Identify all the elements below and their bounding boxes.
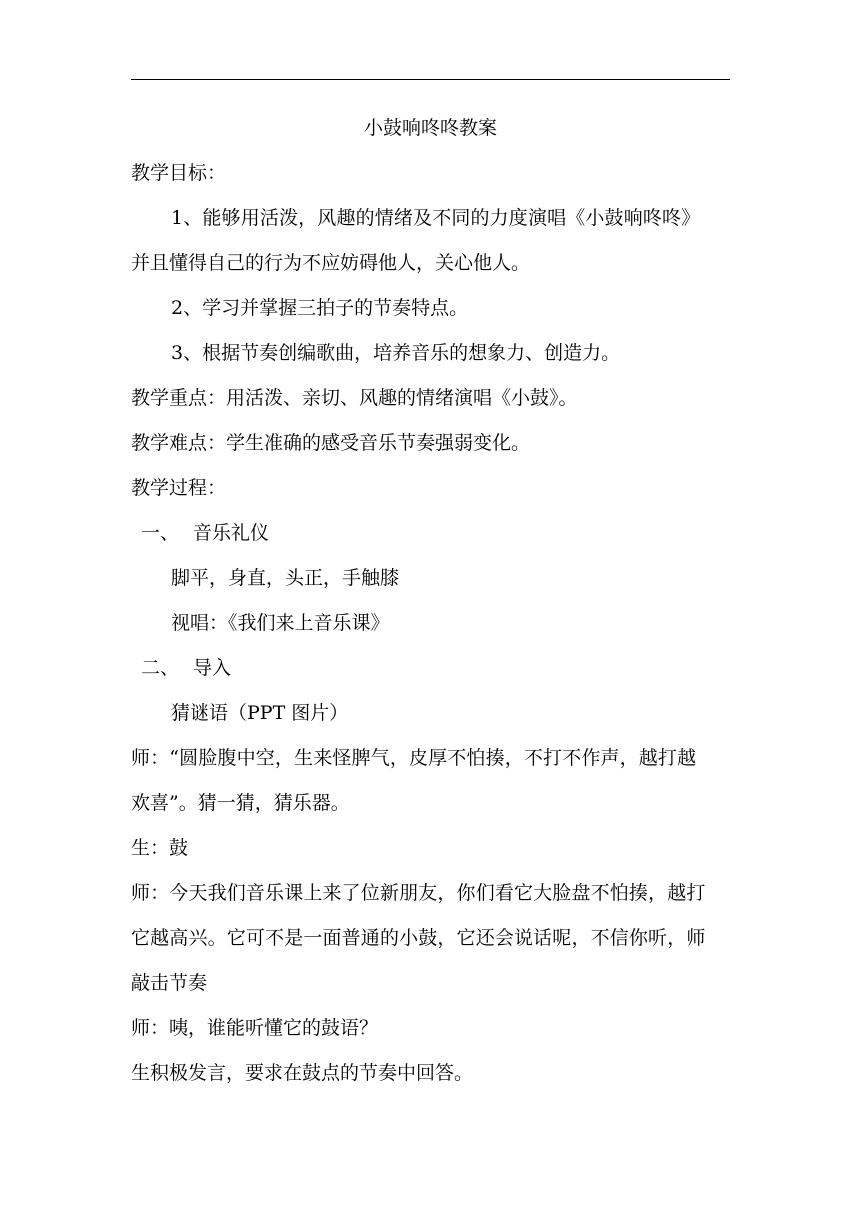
objective-1: 1、能够用活泼，风趣的情绪及不同的力度演唱《小鼓响咚咚》 [171,207,701,229]
section-2-heading [131,646,730,691]
section-1-number: 一、 [141,522,180,544]
section-2-line-9: 生积极发言，要求在鼓点的节奏中回答。 [131,1062,474,1084]
section-2-line-3: 欢喜”。猜一猜，猜乐器。 [131,792,350,814]
section-2-line-7: 敲击节奏 [131,972,208,994]
key-points: 教学重点：用活泼、亲切、风趣的情绪演唱《小鼓》。 [131,387,578,409]
section-2-line-6: 它越高兴。它可不是一面普通的小鼓，它还会说话呢，不信你听，师 [131,927,706,949]
document-title: 小鼓响咚咚教案 [363,117,497,139]
document-body [131,106,730,1096]
objective-1-continued: 并且懂得自己的行为不应妨碍他人，关心他人。 [131,252,531,274]
header-rule [131,79,730,80]
section-1-line-1: 脚平，身直，头正，手触膝 [171,567,400,589]
process-heading: 教学过程： [131,477,227,499]
section-1-heading [131,511,730,556]
objectives-heading: 教学目标： [131,162,227,184]
difficult-points: 教学难点：学生准确的感受音乐节奏强弱变化。 [131,432,531,454]
section-2-line-5: 师：今天我们音乐课上来了位新朋友，你们看它大脸盘不怕揍，越打 [131,882,706,904]
objective-2: 2、学习并掌握三拍子的节奏特点。 [171,297,469,319]
section-2-title: 导入 [193,657,232,679]
section-1-line-2: 视唱：《我们来上音乐课》 [171,612,390,634]
section-2-line-1: 猜谜语（PPT 图片） [171,702,349,724]
section-2-line-8: 师：咦，谁能听懂它的鼓语？ [131,1017,379,1039]
section-1-title: 音乐礼仪 [193,522,270,544]
section-2-line-2: 师：“圆脸腹中空，生来怪脾气，皮厚不怕揍，不打不作声，越打越 [131,747,697,769]
section-2-number: 二、 [141,657,180,679]
objective-3: 3、根据节奏创编歌曲，培养音乐的想象力、创造力。 [171,342,621,364]
section-2-line-4: 生：鼓 [131,837,189,859]
